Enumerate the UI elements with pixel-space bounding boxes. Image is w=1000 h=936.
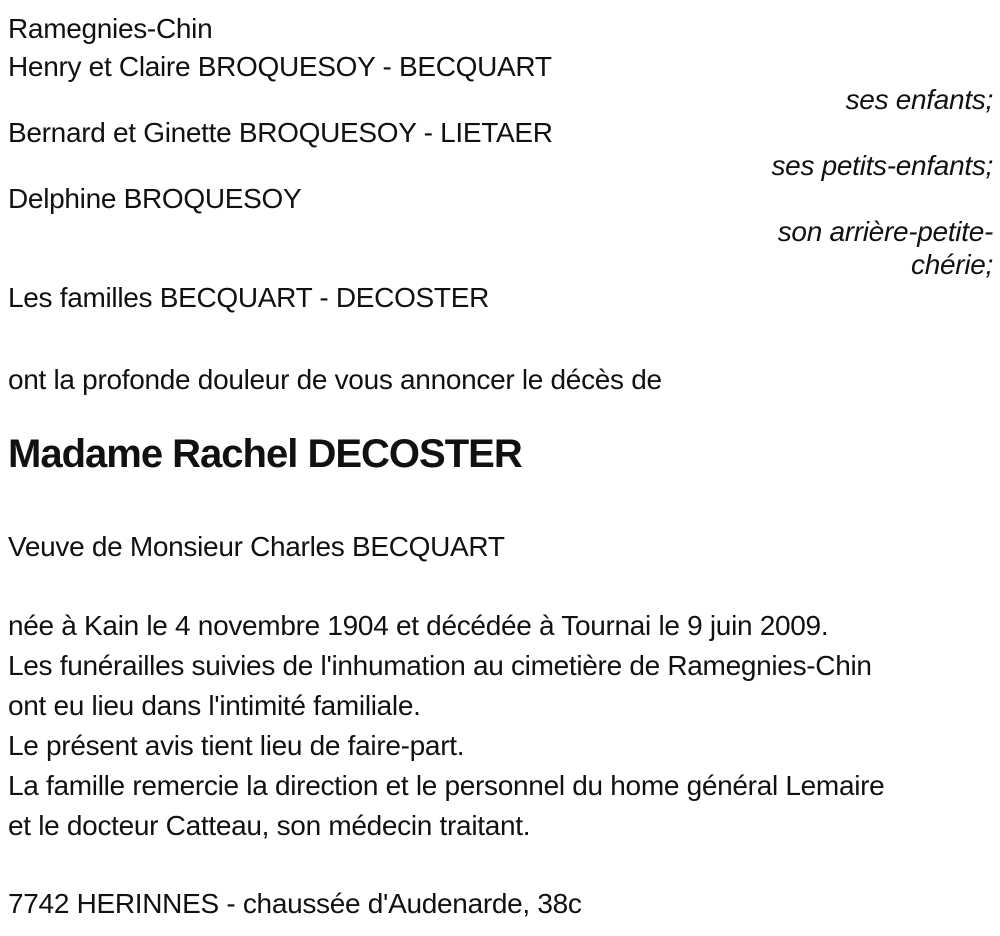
family-relation-line: ses petits-enfants;: [771, 150, 993, 181]
address-line: 7742 HERINNES - chaussée d'Audenarde, 38c: [8, 888, 582, 919]
body-line: ont eu lieu dans l'intimité familiale.: [8, 690, 421, 721]
family-names-line: Bernard et Ginette BROQUESOY - LIETAER: [8, 117, 553, 148]
body-line: Le présent avis tient lieu de faire-part.: [8, 730, 465, 761]
family-names-line: Delphine BROQUESOY: [8, 183, 302, 214]
body-line: La famille remercie la direction et le personnel du home général Lemaire: [8, 770, 885, 801]
family-names-line: Henry et Claire BROQUESOY - BECQUART: [8, 51, 552, 82]
body-line: Les funérailles suivies de l'inhumation au cimetière de Ramegnies-Chin: [8, 650, 872, 681]
deceased-name-title: Madame Rachel DECOSTER: [8, 432, 522, 476]
city-line: Ramegnies-Chin: [8, 13, 213, 44]
body-line: et le docteur Catteau, son médecin traitant.: [8, 810, 531, 841]
widow-line: Veuve de Monsieur Charles BECQUART: [8, 531, 505, 562]
body-paragraph: [8, 606, 993, 846]
family-entry: [8, 116, 993, 182]
body-line: née à Kain le 4 novembre 1904 et décédée à Tournai le 9 juin 2009.: [8, 610, 829, 641]
family-relation-line: ses enfants;: [845, 84, 993, 115]
announcement-line: ont la profonde douleur de vous annoncer le décès de: [8, 364, 662, 395]
family-relation-line: son arrière-petite-chérie;: [777, 216, 993, 280]
family-entry: [8, 182, 993, 281]
families-line: Les familles BECQUART - DECOSTER: [8, 282, 490, 313]
family-entry: [8, 50, 993, 116]
